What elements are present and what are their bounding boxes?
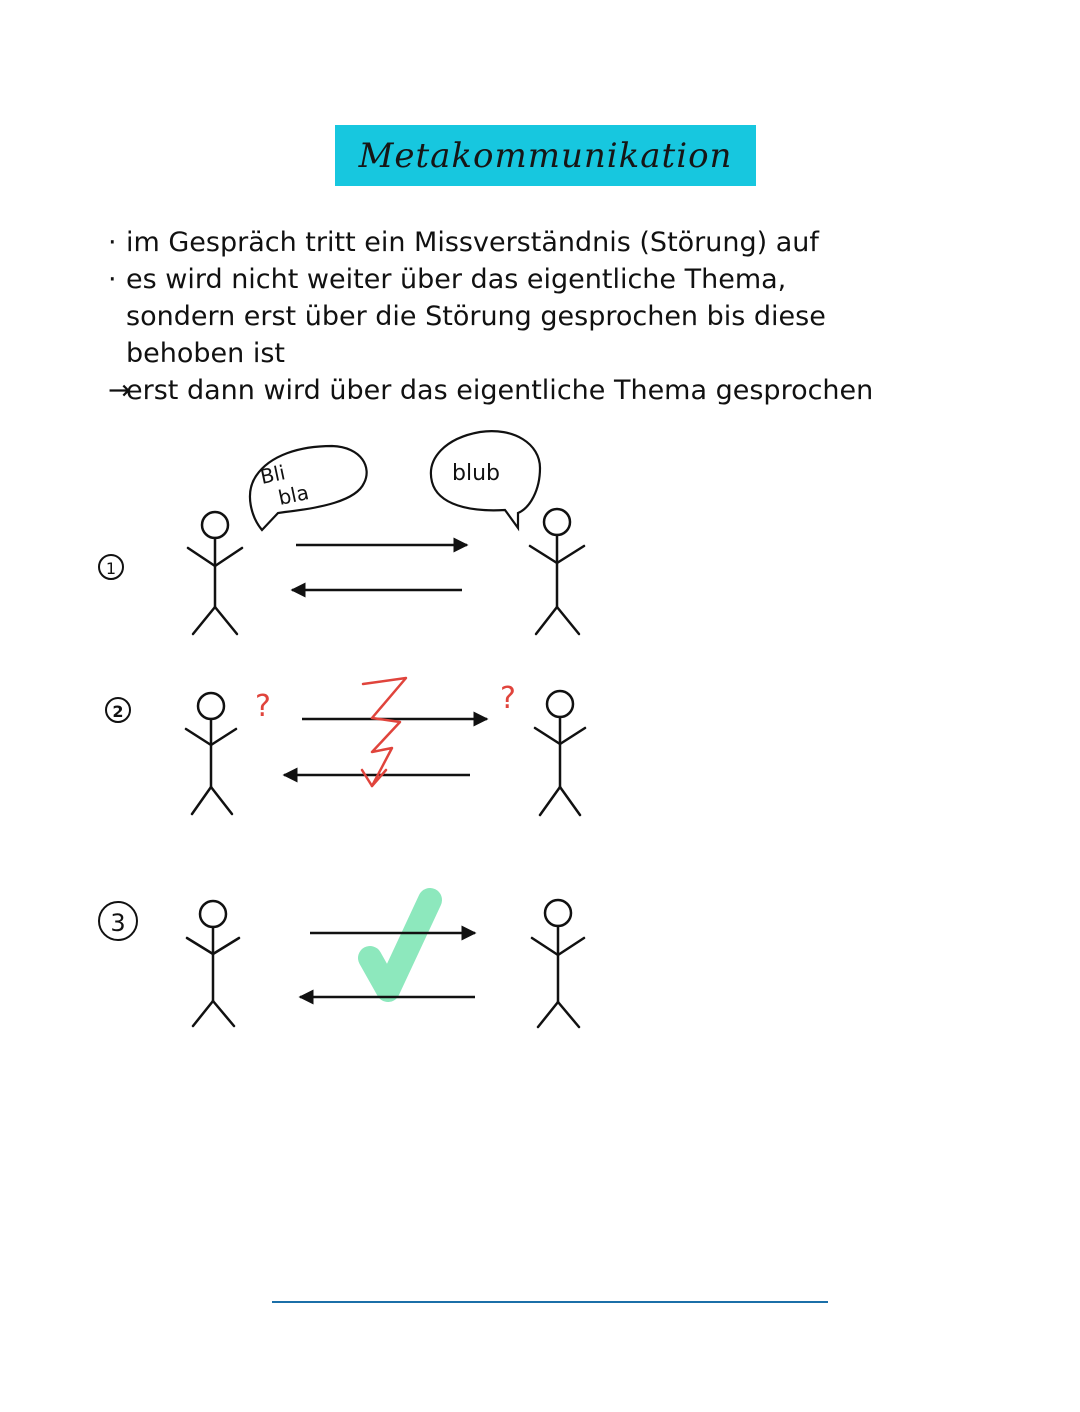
scene-3 [99, 900, 584, 1027]
note-text-1: im Gespräch tritt ein Missverständnis (Störung) auf [126, 227, 819, 258]
scene-number-label: 1 [105, 559, 117, 578]
note-line-2-cont-1: sondern erst über die Störung gesprochen bis diese [126, 301, 826, 332]
note-text-2: es wird nicht weiter über das eigentliche Thema, [126, 264, 787, 295]
lightning-icon [362, 678, 406, 786]
scene-1 [99, 431, 584, 634]
bubble-left-line-1: Bli [258, 460, 288, 489]
bullet-marker: · [108, 227, 117, 258]
bubble-left-line-2: bla [276, 480, 311, 510]
stick-figure-right [530, 509, 584, 634]
bullet-marker: · [108, 264, 117, 295]
arrow-marker: → [108, 375, 131, 406]
scene-number-3 [99, 902, 137, 940]
note-line-2-cont-2: behoben ist [126, 338, 285, 369]
scene-number-1 [99, 555, 123, 579]
scene-number-2 [106, 698, 130, 722]
stick-figure-left [188, 512, 242, 634]
checkmark-icon [370, 900, 430, 990]
bubble-right-text: blub [452, 461, 500, 486]
question-mark-left: ? [255, 689, 271, 724]
scene-2 [106, 678, 585, 815]
stick-figure-left [187, 901, 239, 1026]
question-mark-right: ? [500, 681, 516, 716]
scene-number-label: 2 [112, 702, 124, 721]
page-title: Metakommunikation [358, 135, 733, 176]
stick-figure-left [186, 693, 236, 814]
stick-figure-right [532, 900, 584, 1027]
note-text-3: erst dann wird über das eigentliche Thema gesprochen [126, 375, 874, 406]
speech-bubble-left [250, 446, 367, 530]
speech-bubble-right [431, 431, 540, 528]
stick-figure-right [535, 691, 585, 815]
scene-number-label: 3 [110, 909, 126, 937]
